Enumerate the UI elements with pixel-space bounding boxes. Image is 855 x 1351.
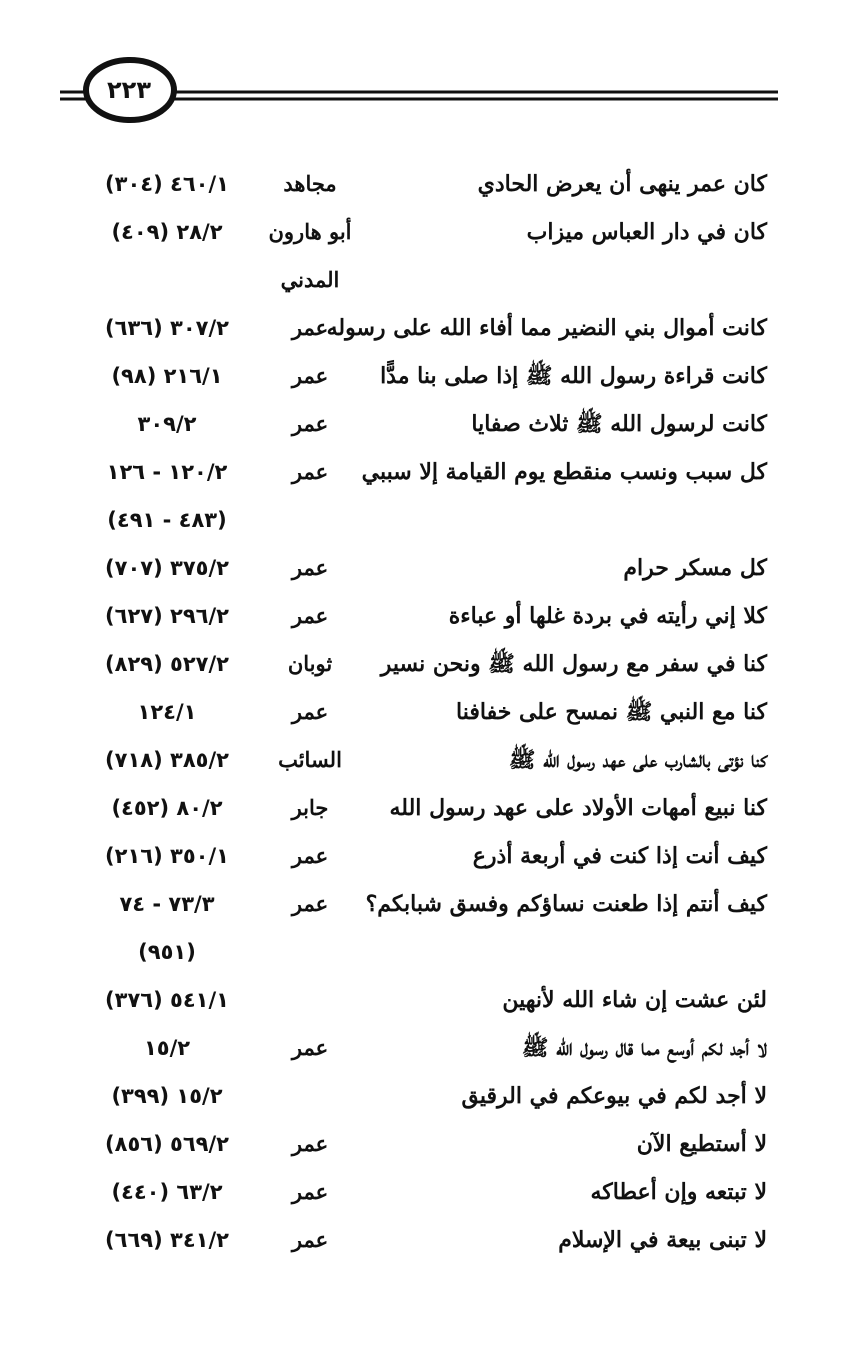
reference: ٥٤١/١ (٣٧٦) — [105, 988, 229, 1012]
narrator-name: عمر — [291, 1227, 329, 1252]
reference — [82, 256, 252, 304]
narrator-name: عمر — [291, 459, 329, 484]
index-row — [0, 1024, 855, 1072]
narrator-name: عمر — [291, 1179, 329, 1204]
hadith-phrase: كنا في سفر مع رسول الله ﷺ ونحن نسير — [380, 651, 767, 677]
narrator-name: عمر — [291, 411, 329, 436]
hadith-phrase: كل سبب ونسب منقطع يوم القيامة إلا سببي — [361, 459, 767, 485]
index-row — [0, 736, 855, 784]
hadith-phrase: كيف أنت إذا كنت في أربعة أذرع — [472, 843, 767, 869]
narrator-name — [255, 928, 365, 976]
reference: ٣٠٩/٢ — [137, 412, 197, 436]
hadith-phrase: كانت قراءة رسول الله ﷺ إذا صلى بنا مدًّا — [380, 363, 767, 389]
reference: ٨٠/٢ (٤٥٢) — [111, 796, 223, 820]
index-row — [0, 832, 855, 880]
hadith-phrase: لئن عشت إن شاء الله لأنهين — [502, 987, 767, 1013]
reference: ٢٩٦/٢ (٦٢٧) — [105, 604, 229, 628]
reference: ٣٨٥/٢ (٧١٨) — [105, 748, 229, 772]
index-row — [0, 1072, 855, 1120]
index-row — [0, 160, 855, 208]
hadith-phrase: لا أستطيع الآن — [636, 1131, 767, 1157]
hadith-phrase: لا تبتعه وإن أعطاكه — [590, 1179, 767, 1205]
narrator-name — [255, 976, 365, 1024]
hadith-phrase: لا تبنى بيعة في الإسلام — [558, 1227, 767, 1253]
narrator-name: عمر — [291, 891, 329, 916]
reference: ١٥/٢ (٣٩٩) — [111, 1084, 223, 1108]
reference: ٧٣/٣ - ٧٤ — [119, 892, 215, 916]
narrator-name: عمر — [291, 363, 329, 388]
index-row — [0, 304, 855, 352]
hadith-phrase: كنا نؤتى بالشارب على عهد رسول الله ﷺ — [508, 747, 767, 773]
narrator-name: عمر — [291, 843, 329, 868]
reference: ٣٠٧/٢ (٦٣٦) — [105, 316, 229, 340]
index-row — [0, 1120, 855, 1168]
index-row — [0, 544, 855, 592]
reference: ٣٤١/٢ (٦٦٩) — [105, 1228, 229, 1252]
index-row — [0, 352, 855, 400]
hadith-phrase: كانت أموال بني النضير مما أفاء الله على رسوله — [326, 315, 767, 341]
page-header — [0, 0, 855, 140]
narrator-name: المدني — [280, 267, 340, 292]
hadith-phrase: كنا نبيع أمهات الأولاد على عهد رسول الله — [389, 795, 767, 821]
hadith-phrase: كل مسكر حرام — [623, 555, 767, 581]
index-row — [0, 592, 855, 640]
index-row — [0, 448, 855, 496]
narrator-name: عمر — [291, 315, 329, 340]
reference: (٤٨٣ - ٤٩١) — [107, 508, 227, 532]
index-row — [0, 1216, 855, 1264]
hadith-phrase: كانت لرسول الله ﷺ ثلاث صفايا — [471, 411, 767, 437]
hadith-phrase: لا أجد لكم في بيوعكم في الرقيق — [461, 1083, 767, 1109]
hadith-phrase: كان في دار العباس ميزاب — [526, 219, 767, 245]
narrator-name: جابر — [291, 795, 329, 820]
index-row — [0, 976, 855, 1024]
reference: ٤٦٠/١ (٣٠٤) — [105, 172, 229, 196]
hadith-phrase: كنا مع النبي ﷺ نمسح على خفافنا — [456, 699, 767, 725]
narrator-name: عمر — [291, 699, 329, 724]
reference: ١٢٤/١ — [137, 700, 197, 724]
narrator-name: أبو هارون — [268, 219, 352, 244]
index-row — [0, 208, 855, 256]
reference: ٥٦٩/٢ (٨٥٦) — [105, 1132, 229, 1156]
index-row — [0, 928, 855, 976]
narrator-name — [255, 496, 365, 544]
index-row — [0, 688, 855, 736]
narrator-name: عمر — [291, 555, 329, 580]
reference: ٢١٦/١ (٩٨) — [111, 364, 223, 388]
index-row — [0, 256, 855, 304]
narrator-name: السائب — [278, 747, 342, 772]
hadith-phrase: كيف أنتم إذا طعنت نساؤكم وفسق شبابكم؟ — [365, 891, 767, 917]
narrator-name: عمر — [291, 1035, 329, 1060]
reference: ٣٧٥/٢ (٧٠٧) — [105, 556, 229, 580]
reference: ٥٢٧/٢ (٨٢٩) — [105, 652, 229, 676]
narrator-name: عمر — [291, 603, 329, 628]
index-row — [0, 880, 855, 928]
index-row — [0, 1168, 855, 1216]
index-row — [0, 640, 855, 688]
narrator-name: مجاهد — [283, 171, 337, 196]
index-row — [0, 784, 855, 832]
hadith-phrase: كلا إني رأيته في بردة غلها أو عباءة — [448, 603, 767, 629]
index-table — [0, 160, 855, 1264]
reference: ٦٣/٢ (٤٤٠) — [111, 1180, 223, 1204]
page-number: ٢٢٣ — [107, 76, 151, 104]
reference: ٢٨/٢ (٤٠٩) — [111, 220, 223, 244]
narrator-name: عمر — [291, 1131, 329, 1156]
narrator-name — [255, 1072, 365, 1120]
reference: ١٥/٢ — [143, 1036, 191, 1060]
narrator-name: ثوبان — [287, 651, 333, 676]
hadith-phrase: لا أجد لكم أوسع مما قال رسول الله ﷺ — [521, 1035, 767, 1061]
reference: (٩٥١) — [138, 940, 196, 964]
reference: ٣٥٠/١ (٢١٦) — [105, 844, 229, 868]
index-row — [0, 496, 855, 544]
hadith-phrase: كان عمر ينهى أن يعرض الحادي — [477, 171, 767, 197]
index-row — [0, 400, 855, 448]
reference: ١٢٠/٢ - ١٢٦ — [106, 460, 228, 484]
